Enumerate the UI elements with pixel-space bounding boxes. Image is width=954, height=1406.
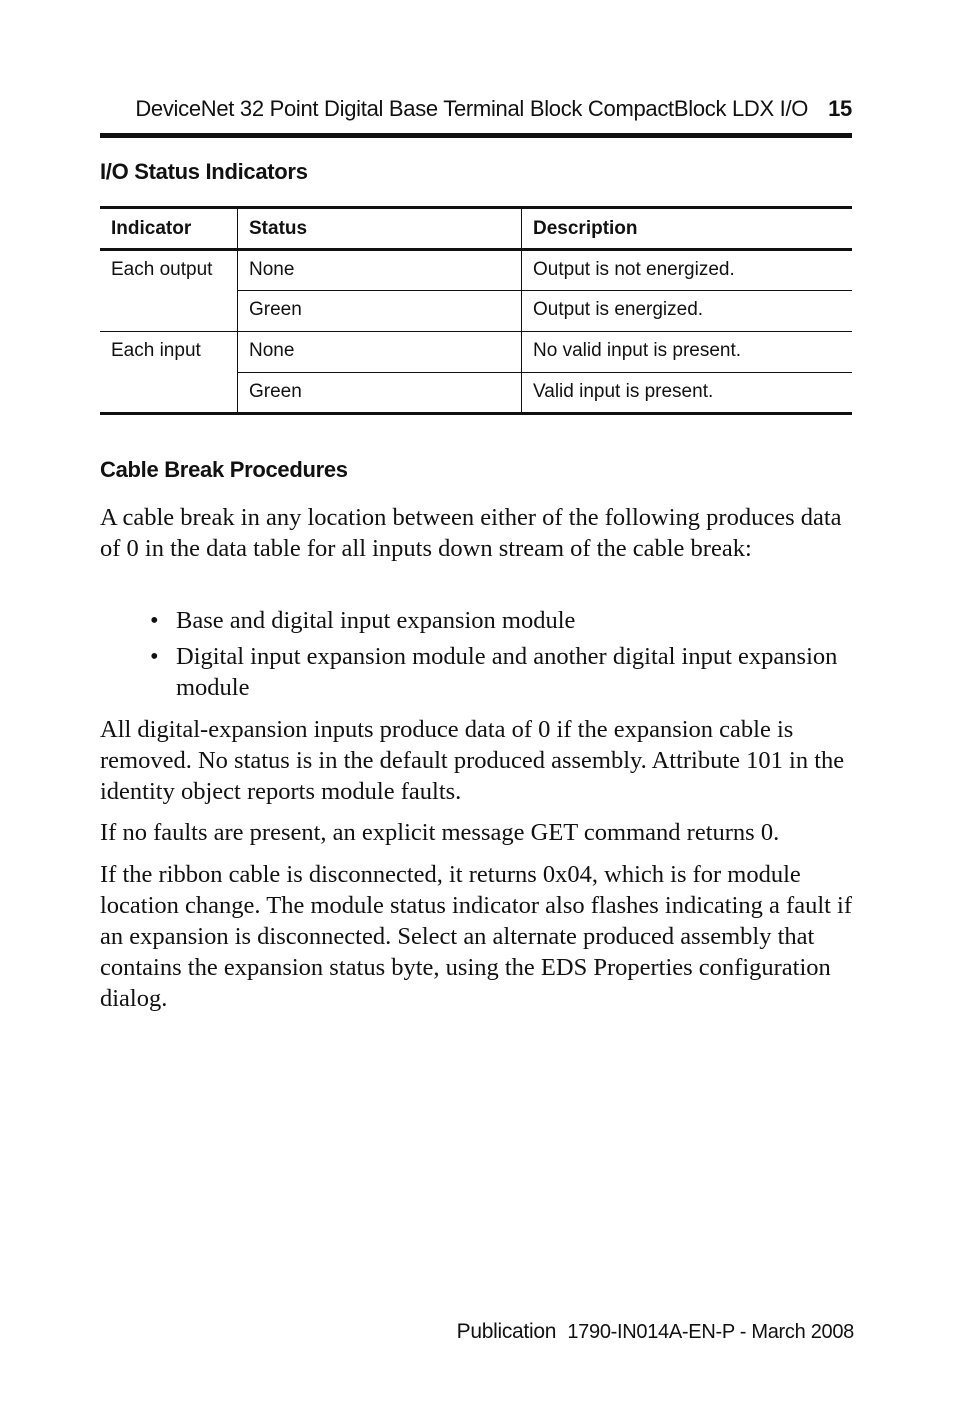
status-cell: Green xyxy=(238,291,522,332)
paragraph-expansion-inputs: All digital-expansion inputs produce data of 0 if the expansion cable is removed. No status is in the default produced assembly. Attribute 101 in the identity object reports module faults. xyxy=(100,716,845,805)
running-header xyxy=(100,92,852,126)
bullet-icon: • xyxy=(150,643,159,670)
publication-label: Publication xyxy=(456,1320,557,1343)
table-row xyxy=(100,332,852,373)
list-item: • Digital input expansion module and another digital input expansion module xyxy=(150,643,838,701)
column-header-indicator: Indicator xyxy=(100,208,238,250)
page-number: 15 xyxy=(828,96,852,121)
header-title: DeviceNet 32 Point Digital Base Terminal Block CompactBlock LDX I/O xyxy=(135,96,809,121)
io-status-heading: I/O Status Indicators xyxy=(100,159,308,184)
page-footer xyxy=(100,1320,854,1344)
cable-break-intro xyxy=(100,502,860,564)
table-header-row xyxy=(100,208,852,250)
indicator-cell: Each output xyxy=(100,250,238,332)
status-cell: Green xyxy=(238,373,522,414)
description-cell: No valid input is present. xyxy=(522,332,853,373)
paragraph-no-faults: If no faults are present, an explicit message GET command returns 0. xyxy=(100,819,780,846)
cable-break-heading: Cable Break Procedures xyxy=(100,457,348,482)
cable-break-list xyxy=(150,605,850,708)
status-cell: None xyxy=(238,332,522,373)
list-item: • Base and digital input expansion module xyxy=(150,607,576,634)
table-row xyxy=(100,250,852,291)
publication-number: 1790-IN014A-EN-P - March 2008 xyxy=(567,1321,854,1343)
description-cell: Valid input is present. xyxy=(522,373,853,414)
paragraph-ribbon-cable: If the ribbon cable is disconnected, it returns 0x04, which is for module location change. The module status indicator also flashes indicating a fault if an expansion is disconnected. Select an alternate produced assembly that contains the expansion status byte, using the EDS Properties configuration dialog. xyxy=(100,861,853,1012)
description-cell: Output is not energized. xyxy=(522,250,853,291)
indicator-cell: Each input xyxy=(100,332,238,414)
io-status-table xyxy=(100,206,852,415)
status-cell: None xyxy=(238,250,522,291)
intro-paragraph: A cable break in any location between either of the following produces data of 0 in the data table for all inputs down stream of the cable break: xyxy=(100,504,842,562)
bullet-icon: • xyxy=(150,607,159,634)
description-cell: Output is energized. xyxy=(522,291,853,332)
column-header-description: Description xyxy=(522,208,853,250)
header-rule xyxy=(100,133,852,138)
column-header-status: Status xyxy=(238,208,522,250)
